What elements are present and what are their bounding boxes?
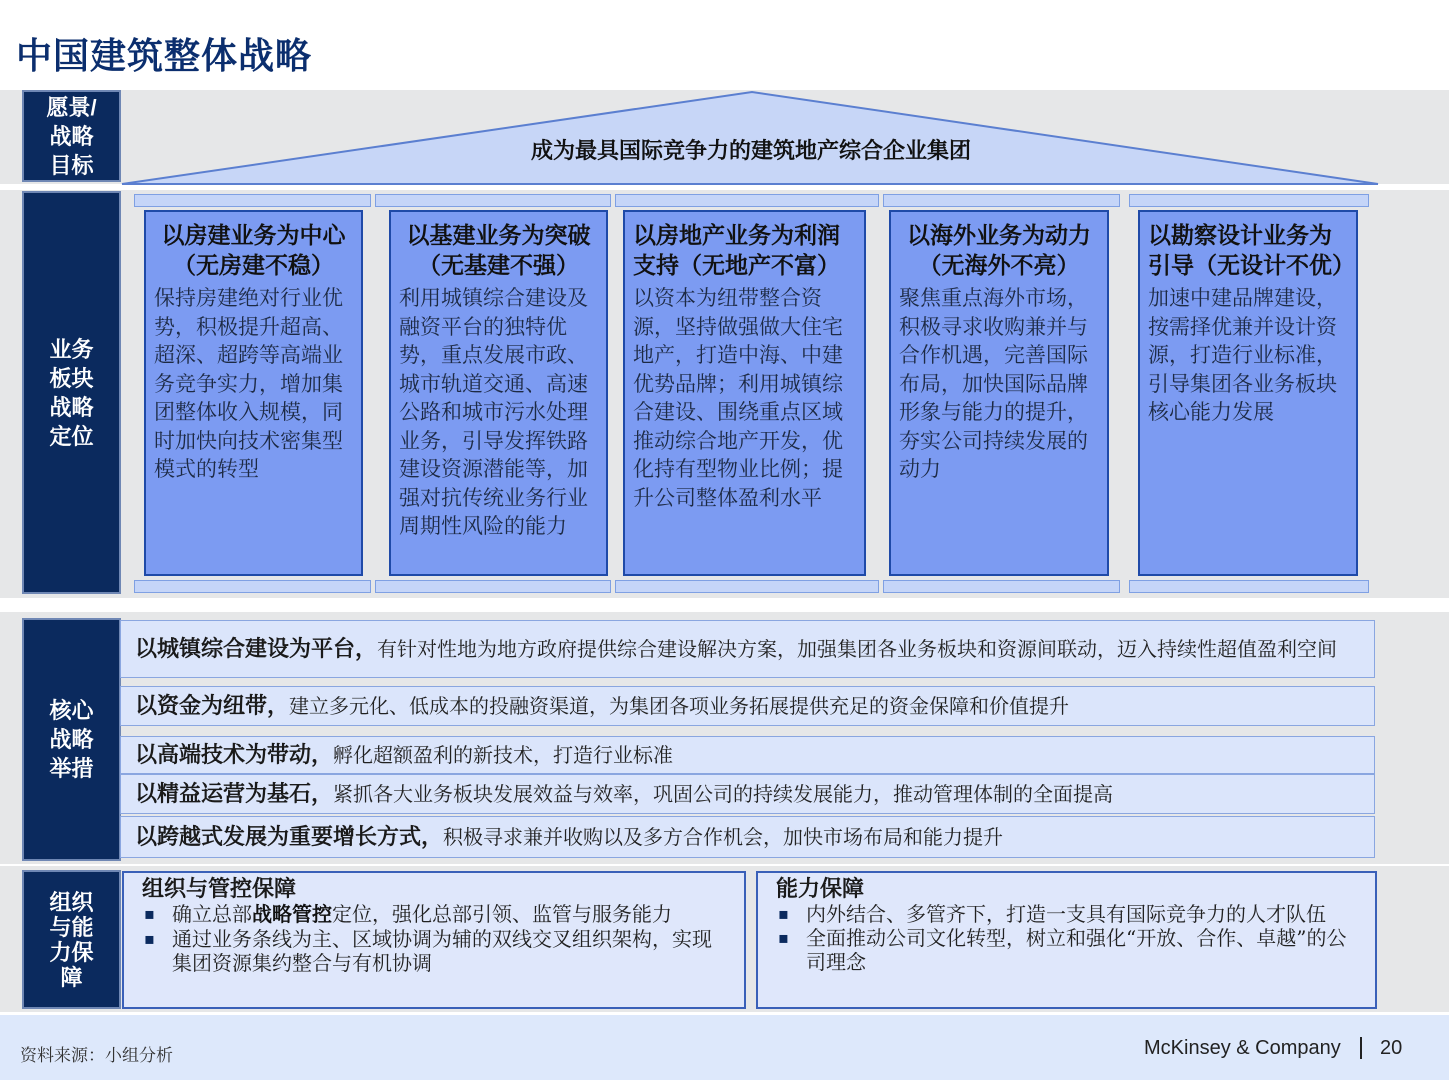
org-bullet-1: ▪ 确立总部战略管控定位，强化总部引领、监管与服务能力 [142,902,726,927]
top-rail-1 [134,194,371,207]
bottom-rail-3 [615,580,879,593]
core-item-2: 以资金为纽带，建立多元化、低成本的投融资渠道，为集团各项业务拓展提供充足的资金保障和价值提升 [120,686,1375,726]
pillar-design: 以勘察设计业务为引导（无设计不优） 加速中建品牌建设，按需择优兼并设计资源，打造行业标准，引导集团各业务板块核心能力发展 [1138,210,1358,576]
footer [0,1015,1449,1080]
core-item-3: 以高端技术为带动，孵化超额盈利的新技术，打造行业标准 [120,736,1375,774]
pillar-overseas: 以海外业务为动力（无海外不亮） 聚焦重点海外市场，积极寻求收购兼并与合作机遇，完善国际布局，加快国际品牌形象与能力的提升，夯实公司持续发展的动力 [889,210,1109,576]
core-item-5: 以跨越式发展为重要增长方式，积极寻求兼并收购以及多方合作机会，加快市场布局和能力提升 [120,816,1375,858]
page-title: 中国建筑整体战略 [16,35,313,76]
bottom-rail-1 [134,580,371,593]
org-support-panel [122,871,746,1009]
pillar-housing: 以房建业务为中心（无房建不稳） 保持房建绝对行业优势，积极提升超高、超深、超跨等高端业务竞争实力，增加集团整体收入规模，同时加快向技术密集型模式的转型 [144,210,363,576]
cap-bullet-1: ▪ 内外结合、多管齐下，打造一支具有国际竞争力的人才队伍 [776,902,1357,926]
bottom-rail-4 [883,580,1120,593]
brand-name: McKinsey & Company [1144,1037,1341,1059]
top-rail-2 [375,194,611,207]
top-rail-5 [1129,194,1369,207]
pillar-infrastructure: 以基建业务为突破（无基建不强） 利用城镇综合建设及融资平台的独特优势，重点发展市政、城市轨道交通、高速公路和城市污水处理业务，引导发挥铁路建设资源潜能等，加强对抗传统业务行业周期性风险的能力 [389,210,608,576]
vision-label: 愿景/ 战略 目标 [22,90,121,182]
org-support-title: 组织与管控保障 [142,876,297,901]
cap-bullet-2: ▪ 全面推动公司文化转型，树立和强化“开放、合作、卓越”的公司理念 [776,926,1357,974]
top-rail-4 [883,194,1120,207]
source-note: 资料来源：小组分析 [20,1046,173,1066]
core-label: 核心 战略 举措 [22,618,121,861]
org-bullet-2: ▪ 通过业务条线为主、区域协调为辅的双线交叉组织架构，实现集团资源集约整合与有机协调 [142,927,726,975]
business-label: 业务 板块 战略 定位 [22,191,121,594]
support-label: 组织 与能 力保 障 [22,870,121,1009]
footer-divider [1360,1037,1362,1059]
capability-title: 能力保障 [776,876,865,901]
core-item-1: 以城镇综合建设为平台，有针对性地为地方政府提供综合建设解决方案，加强集团各业务板块和资源间联动，迈入持续性超值盈利空间 [120,620,1375,678]
top-rail-3 [615,194,879,207]
pillar-real-estate: 以房地产业务为利润支持（无地产不富） 以资本为纽带整合资源，坚持做强做大住宅地产，打造中海、中建优势品牌；利用城镇综合建设、围绕重点区域推动综合地产开发，优化持有型物业比例；提升公司整体盈利水平 [623,210,866,576]
capability-panel [756,871,1377,1009]
core-item-4: 以精益运营为基石，紧抓各大业务板块发展效益与效率，巩固公司的持续发展能力，推动管理体制的全面提高 [120,774,1375,814]
page-number: 20 [1380,1037,1403,1059]
bottom-rail-2 [375,580,611,593]
vision-text: 成为最具国际竞争力的建筑地产综合企业集团 [530,138,971,163]
bottom-rail-5 [1129,580,1369,593]
